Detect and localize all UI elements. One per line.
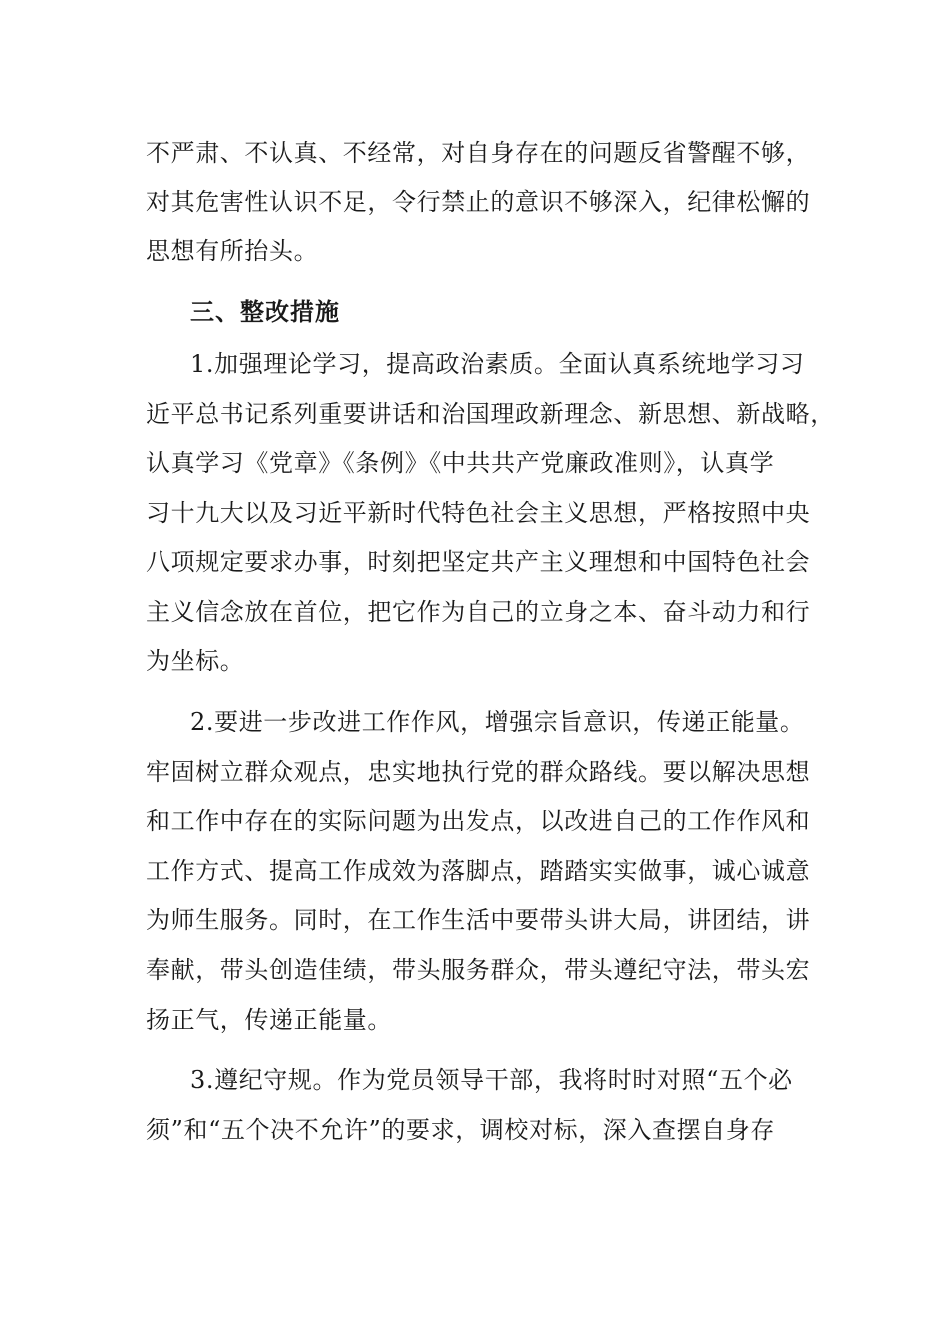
paragraph-line: 习十九大以及习近平新时代特色社会主义思想，严格按照中央 xyxy=(146,499,811,527)
paragraph-line: 不严肃、不认真、不经常，对自身存在的问题反省警醒不够， xyxy=(146,139,811,167)
paragraph-line: 扬正气，传递正能量。 xyxy=(146,1006,392,1034)
paragraph-line: 思想有所抬头。 xyxy=(146,237,319,265)
paragraph-line: 主义信念放在首位，把它作为自己的立身之本、奋斗动力和行 xyxy=(146,598,811,626)
paragraph-line: 和工作中存在的实际问题为出发点，以改进自己的工作作风和 xyxy=(146,807,811,835)
paragraph-line: 近平总书记系列重要讲话和治国理政新理念、新思想、新战略， xyxy=(146,400,835,428)
paragraph-line: 工作方式、提高工作成效为落脚点，踏踏实实做事，诚心诚意 xyxy=(146,857,811,885)
paragraph-line: 牢固树立群众观点，忠实地执行党的群众路线。要以解决思想 xyxy=(146,758,811,786)
paragraph-line: 为师生服务。同时，在工作生活中要带头讲大局，讲团结，讲 xyxy=(146,906,811,934)
section-heading: 三、整改措施 xyxy=(190,298,340,326)
paragraph-line: 1.加强理论学习，提高政治素质。全面认真系统地学习习 xyxy=(190,350,805,378)
paragraph-line: 为坐标。 xyxy=(146,647,245,675)
paragraph-line: 对其危害性认识不足，令行禁止的意识不够深入，纪律松懈的 xyxy=(146,188,811,216)
paragraph-line: 2.要进一步改进工作作风，增强宗旨意识，传递正能量。 xyxy=(190,708,805,736)
paragraph-line: 奉献，带头创造佳绩，带头服务群众，带头遵纪守法，带头宏 xyxy=(146,956,811,984)
paragraph-line: 3.遵纪守规。作为党员领导干部，我将时时对照“五个必 xyxy=(190,1066,793,1094)
paragraph-line: 须”和“五个决不允许”的要求，调校对标，深入查摆自身存 xyxy=(146,1116,776,1144)
paragraph-line: 八项规定要求办事，时刻把坚定共产主义理想和中国特色社会 xyxy=(146,548,811,576)
paragraph-line: 认真学习《党章》《条例》《中共共产党廉政准则》，认真学 xyxy=(146,449,775,477)
